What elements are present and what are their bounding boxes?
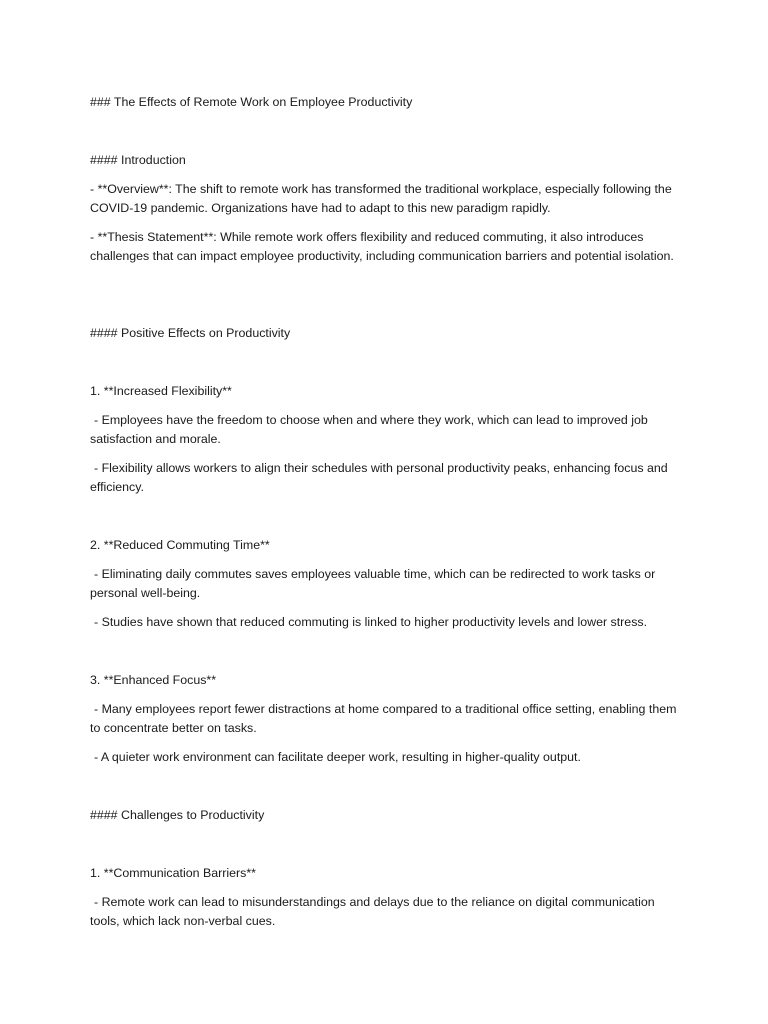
section-heading-challenges: #### Challenges to Productivity xyxy=(90,808,265,822)
intro-overview-paragraph: - **Overview**: The shift to remote work has transformed the traditional workplace, especially following the COVID-19 pandemic. Organizations have had to adapt to this new paradigm rapidly. xyxy=(90,182,672,215)
section-heading-introduction: #### Introduction xyxy=(90,153,186,167)
list-item-point: - Remote work can lead to misunderstandings and delays due to the reliance on digital communication tools, which lack non-verbal cues. xyxy=(90,895,655,928)
list-item-point: - Employees have the freedom to choose when and where they work, which can lead to improved job satisfaction and morale. xyxy=(90,413,648,446)
list-item-title: 3. **Enhanced Focus** xyxy=(90,673,217,687)
document-title: ### The Effects of Remote Work on Employee Productivity xyxy=(90,95,413,109)
list-item-title: 1. **Communication Barriers** xyxy=(90,866,256,880)
list-item-title: 2. **Reduced Commuting Time** xyxy=(90,538,270,552)
list-item-point: - Eliminating daily commutes saves employees valuable time, which can be redirected to work tasks or personal well-being. xyxy=(90,567,656,600)
list-item-point: - Studies have shown that reduced commuting is linked to higher productivity levels and lower stress. xyxy=(94,615,648,629)
list-item-point: - Flexibility allows workers to align their schedules with personal productivity peaks, enhancing focus and efficiency. xyxy=(90,461,668,494)
list-item-point: - Many employees report fewer distractions at home compared to a traditional office setting, enabling them to concentrate better on tasks. xyxy=(90,702,677,735)
list-item-title: 1. **Increased Flexibility** xyxy=(90,384,232,398)
section-heading-positive-effects: #### Positive Effects on Productivity xyxy=(90,326,291,340)
list-item-point: - A quieter work environment can facilitate deeper work, resulting in higher-quality output. xyxy=(94,750,581,764)
intro-thesis-paragraph: - **Thesis Statement**: While remote work offers flexibility and reduced commuting, it also introduces challenges that can impact employee productivity, including communication barriers and potential isolation. xyxy=(90,230,674,263)
